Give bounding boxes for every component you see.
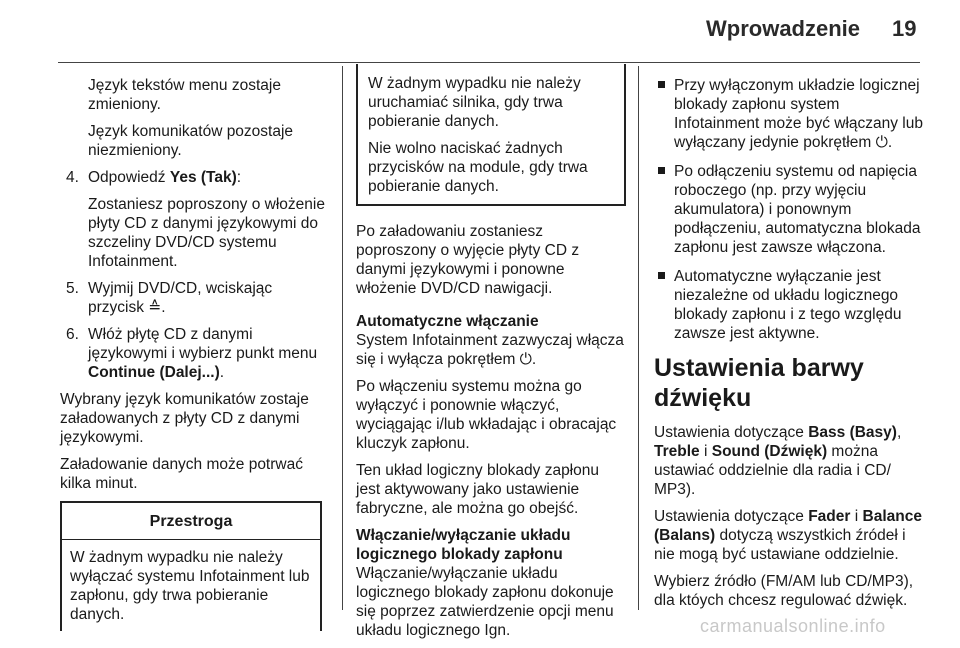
bullet-square-icon — [658, 272, 665, 279]
warning-text: W żadnym wypadku nie należy wyłączać systemu Infotainment lub zapłonu, gdy trwa pobieranie danych. — [70, 549, 310, 623]
bullet-item — [654, 76, 924, 152]
list-item — [60, 325, 328, 382]
list-number: 6. — [66, 326, 79, 343]
list-item — [60, 279, 328, 317]
bullet-square-icon — [658, 167, 665, 174]
header-divider — [58, 62, 920, 63]
page-title: Wprowadzenie — [706, 16, 861, 41]
paragraph: Po załadowaniu zostaniesz poproszony o wyjęcie płyty CD z danymi językowymi i ponowne włożenie DVD/CD nawigacji. — [356, 223, 580, 297]
list-number: 4. — [66, 169, 79, 186]
list-item — [60, 168, 328, 271]
paragraph: Ustawienia dotyczące Fader i Balance (Balans) dotyczą wszystkich źródeł i nie mogą być ustawiane oddzielnie. — [654, 508, 922, 563]
bullet-text: Przy wyłączonym układzie logicznej blokady zapłonu system Infotainment może być włączany lub wyłączany jedynie pokrętłem ⏻. — [674, 77, 923, 151]
menu-option-yes: Yes (Tak) — [169, 169, 237, 186]
page-header — [0, 0, 960, 62]
list-text: Odpowiedź — [88, 169, 170, 186]
bullet-text: Automatyczne wyłączanie jest niezależne od układu logicznego blokady zapłonu i z tego względu zawsze jest aktywne. — [674, 268, 902, 342]
warning-title: Przestroga — [62, 503, 320, 540]
list-text: Włóż płytę CD z danymi językowymi i wybierz punkt menu — [88, 326, 318, 362]
section-heading-auto-on — [356, 312, 626, 331]
paragraph: Język komunikatów pozostaje niezmieniony. — [88, 123, 294, 159]
paragraph: Język tekstów menu zostaje zmieniony. — [88, 77, 281, 113]
bullet-text: Po odłączeniu systemu od napięcia roboczego (np. przy wyjęciu akumulatora) i ponownym podłączeniu, automatyczna blokada zapłonu jest zawsze włączona. — [674, 163, 921, 256]
watermark: carmanualsonline.info — [700, 616, 886, 636]
paragraph: Ustawienia dotyczące Bass (Basy), Treble i Sound (Dźwięk) można ustawiać oddzielnie dla radia i CD/ MP3). — [654, 424, 902, 498]
warning-box — [60, 501, 322, 631]
paragraph: Włączanie/wyłączanie układu logicznego blokady zapłonu dokonuje się poprzez zatwierdzenie opcji menu układu logicznego Ign. — [356, 565, 614, 639]
paragraph: Wybrany język komunikatów zostaje załadowanych z płyty CD z danymi językowymi. — [60, 391, 309, 446]
paragraph: Ten układ logiczny blokady zapłonu jest aktywowany jako ustawienie fabryczne, ale można go obejść. — [356, 462, 599, 517]
bullet-square-icon — [658, 81, 665, 88]
column-middle — [356, 66, 626, 648]
paragraph: Wybierz źródło (FM/AM lub CD/MP3), dla któych chcesz regulować dźwięk. — [654, 573, 914, 609]
list-text: . — [219, 364, 225, 381]
column-divider-1 — [342, 66, 343, 610]
column-right — [654, 66, 924, 618]
list-subtext: Zostaniesz poproszony o włożenie płyty CD z danymi językowymi do szczeliny DVD/CD systemu Infotainment. — [88, 196, 325, 270]
page-number: 19 — [892, 16, 917, 41]
list-text: : — [236, 169, 242, 186]
column-divider-2 — [638, 66, 639, 610]
bullet-item — [654, 267, 924, 343]
paragraph: System Infotainment zazwyczaj włącza się i wyłącza pokrętłem ⏻. — [356, 332, 624, 368]
section-heading: Ustawienia barwy dźwięku — [654, 354, 864, 412]
warning-box-continued — [356, 64, 626, 206]
heading-text: Automatyczne włączanie — [356, 313, 539, 330]
bullet-item — [654, 162, 924, 257]
warning-text: Nie wolno naciskać żadnych przycisków na module, gdy trwa pobieranie danych. — [368, 140, 588, 195]
column-left — [60, 66, 328, 631]
warning-text: W żadnym wypadku nie należy uruchamiać silnika, gdy trwa pobieranie danych. — [368, 75, 581, 130]
list-text: Wyjmij DVD/CD, wciskając przycisk ≙. — [88, 280, 273, 316]
menu-option-continue: Continue (Dalej...) — [88, 364, 220, 381]
section-heading-ign-logic — [356, 526, 626, 564]
paragraph: Załadowanie danych może potrwać kilka minut. — [60, 456, 303, 492]
paragraph: Po włączeniu systemu można go wyłączyć i ponownie włączyć, wyciągając i/lub wkładając i obracając kluczyk zapłonu. — [356, 378, 617, 452]
heading-text: Włączanie/wyłączanie układu logicznego blokady zapłonu — [356, 527, 571, 563]
list-number: 5. — [66, 280, 79, 297]
